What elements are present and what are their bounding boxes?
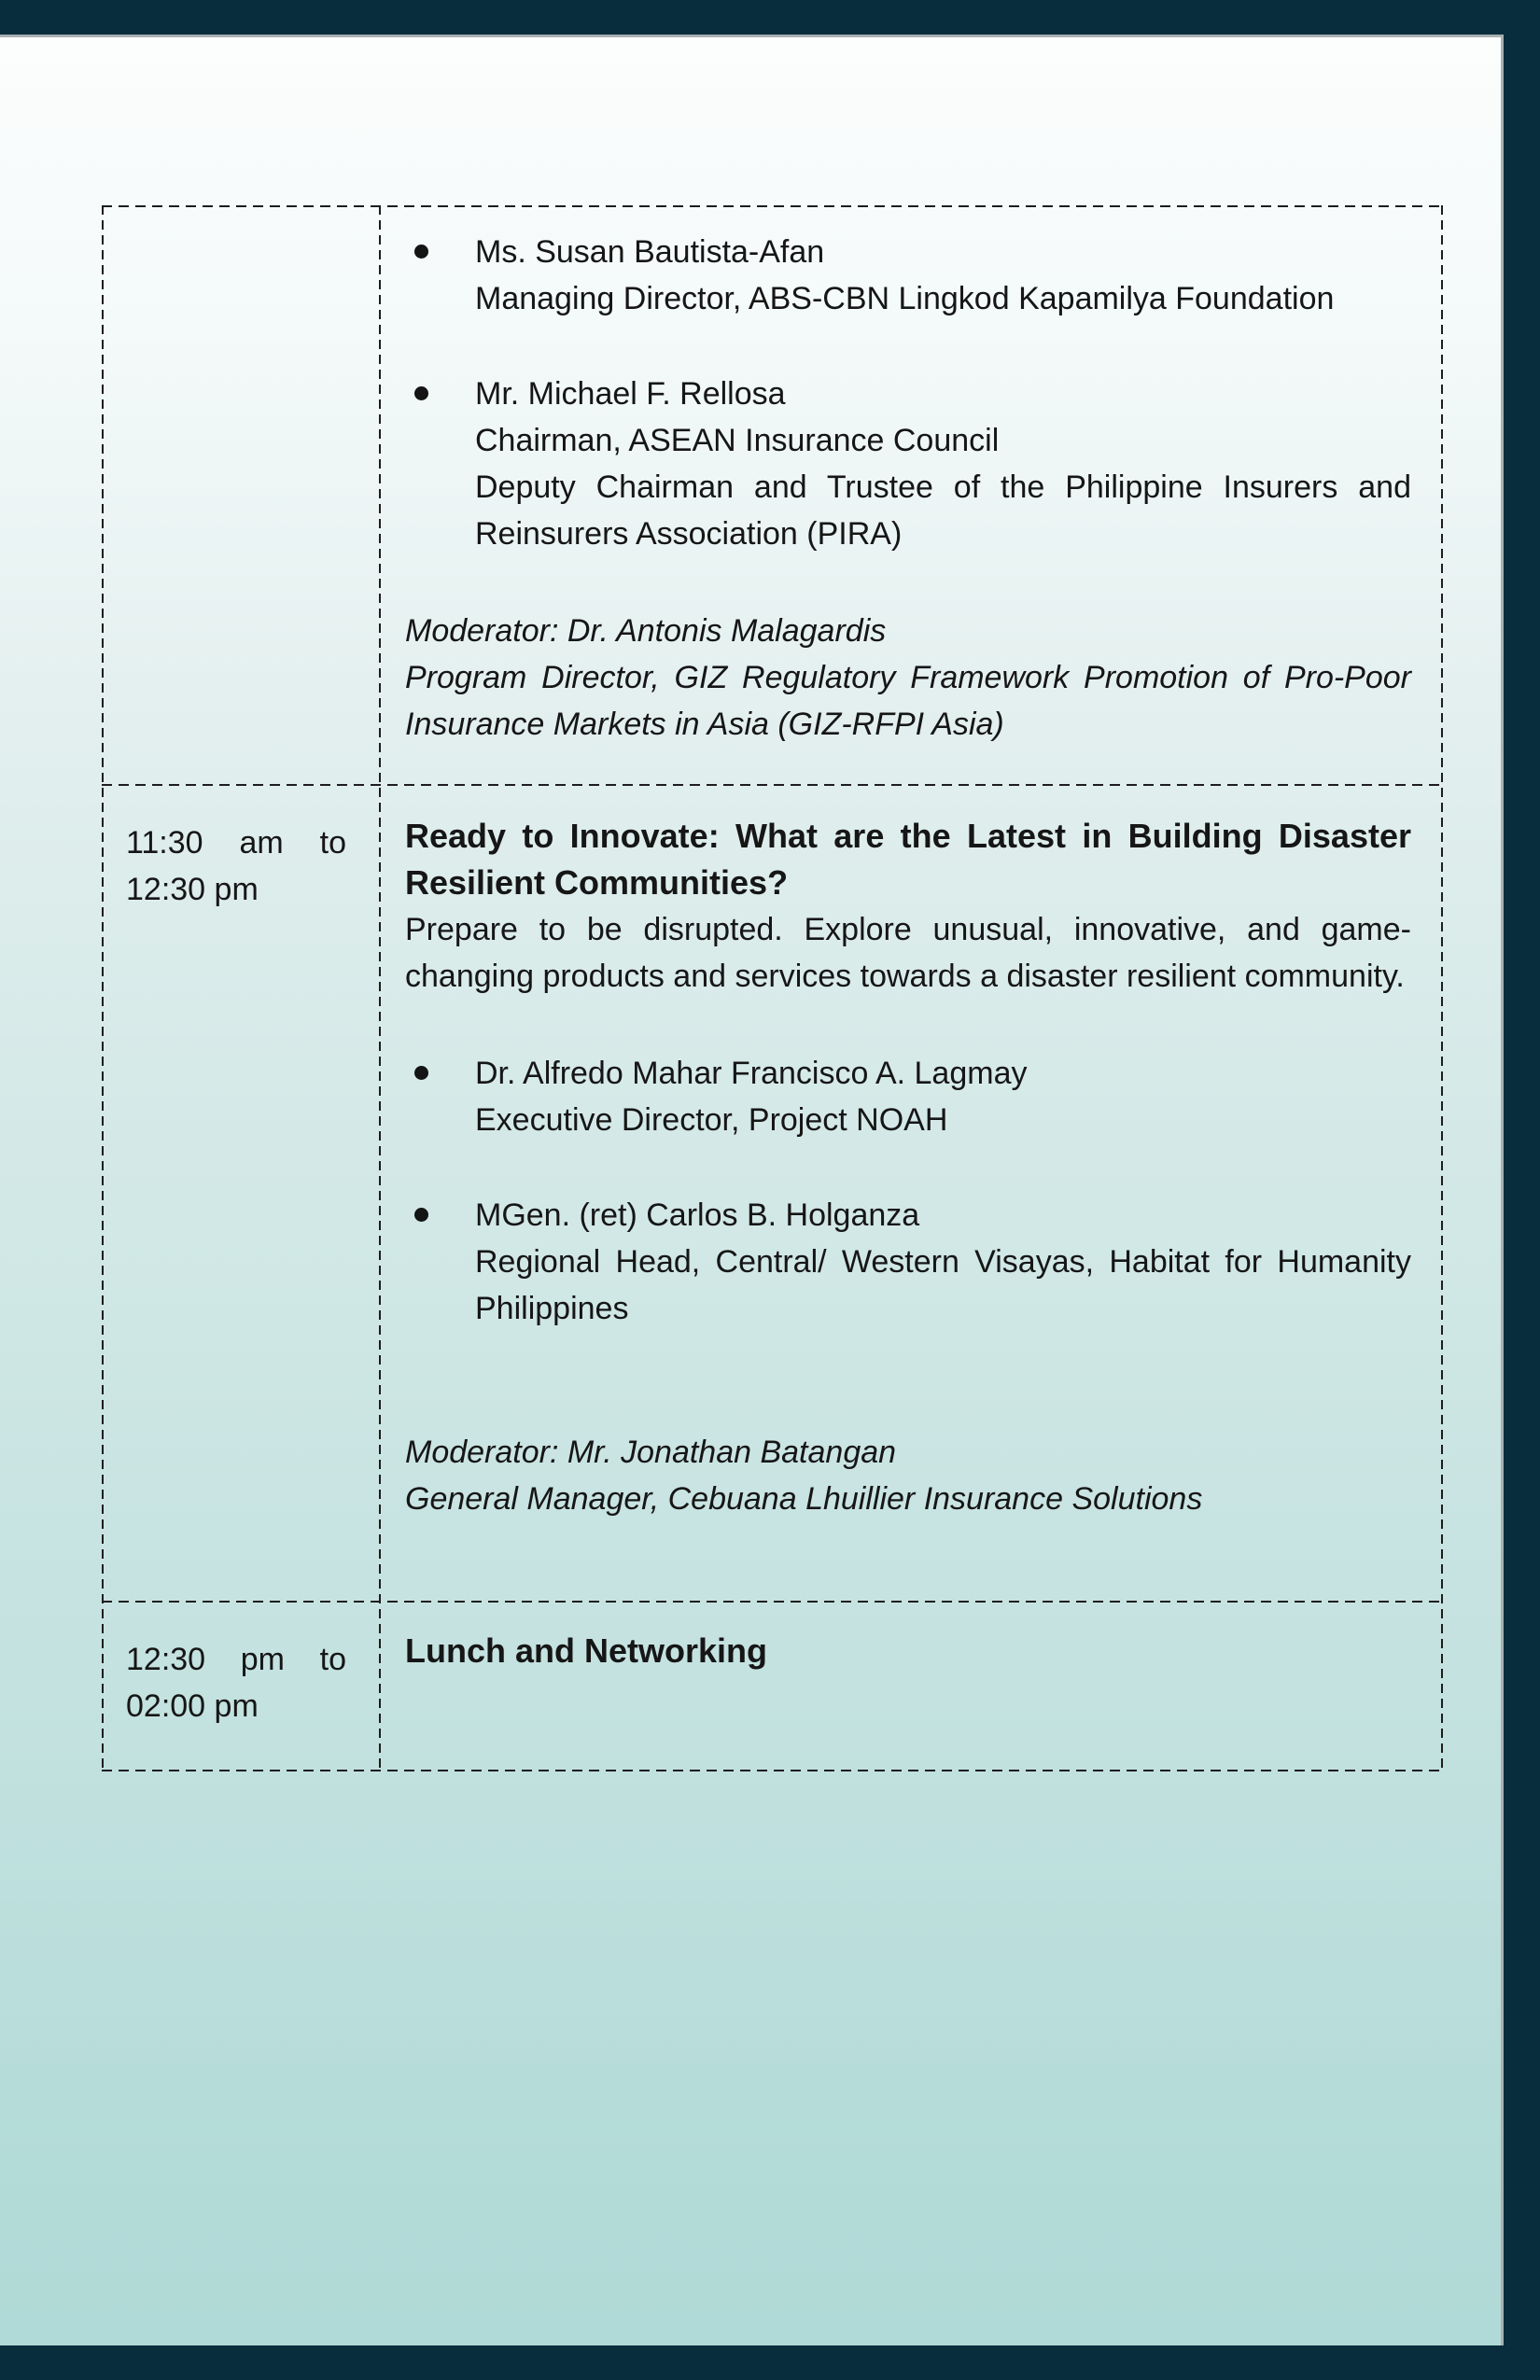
table-border-right — [1441, 205, 1443, 1771]
agenda-row-innovate — [102, 784, 1443, 1601]
session-cell — [379, 784, 1443, 1601]
moderator-role: General Manager, Cebuana Lhuillier Insurance Solutions — [405, 1481, 1203, 1517]
table-border-top — [102, 205, 1443, 207]
speaker-role: Deputy Chairman and Trustee of the Philippine Insurers and Reinsurers Association (PIRA) — [475, 469, 1411, 552]
speaker-list — [405, 1050, 1411, 1332]
agenda-row-lunch — [102, 1601, 1443, 1771]
moderator-role: Program Director, GIZ Regulatory Framework Promotion of Pro-Poor Insurance Markets in Asia (GIZ-RFPI Asia) — [405, 660, 1411, 742]
speaker-name: Mr. Michael F. Rellosa — [475, 376, 786, 412]
agenda-table — [102, 205, 1443, 1771]
speaker-item — [405, 1050, 1411, 1143]
speaker-name: Dr. Alfredo Mahar Francisco A. Lagmay — [475, 1056, 1028, 1091]
speaker-name: MGen. (ret) Carlos B. Holganza — [475, 1197, 920, 1233]
bullet-icon — [405, 371, 475, 557]
session-cell — [379, 1601, 1443, 1771]
table-border-bottom — [102, 1770, 1443, 1771]
moderator-name: Moderator: Mr. Jonathan Batangan — [405, 1435, 897, 1470]
speaker-role: Regional Head, Central/ Western Visayas, Habitat for Humanity Philippines — [475, 1244, 1411, 1326]
moderator-block — [405, 608, 1411, 748]
row-divider — [102, 1601, 1443, 1603]
agenda-row-continuation — [102, 205, 1443, 784]
speaker-role: Chairman, ASEAN Insurance Council — [475, 423, 1000, 458]
speaker-item — [405, 229, 1411, 322]
table-border-left — [102, 205, 104, 1771]
time-cell: 12:30 pm to 02:00 pm — [126, 1642, 346, 1724]
column-divider — [379, 205, 381, 1771]
program-page — [0, 35, 1504, 2345]
session-title: Ready to Innovate: What are the Latest in Building Disaster Resilient Communities? — [405, 817, 1411, 902]
bullet-icon — [405, 1192, 475, 1332]
speaker-item — [405, 371, 1411, 557]
speaker-role: Executive Director, Project NOAH — [475, 1102, 948, 1138]
bullet-icon — [405, 229, 475, 322]
speaker-name: Ms. Susan Bautista-Afan — [475, 234, 825, 270]
row-divider — [102, 784, 1443, 786]
bullet-icon — [405, 1050, 475, 1143]
session-cell — [379, 205, 1443, 784]
moderator-block — [405, 1429, 1411, 1522]
speaker-role: Managing Director, ABS-CBN Lingkod Kapamilya Foundation — [475, 281, 1335, 316]
speaker-list — [405, 229, 1411, 557]
session-description: Prepare to be disrupted. Explore unusual, innovative, and game-changing products and services towards a disaster resilient community. — [405, 912, 1411, 994]
speaker-item — [405, 1192, 1411, 1332]
session-title: Lunch and Networking — [405, 1631, 768, 1670]
time-cell-empty — [102, 205, 379, 784]
time-cell: 11:30 am to 12:30 pm — [126, 825, 346, 907]
moderator-name: Moderator: Dr. Antonis Malagardis — [405, 613, 887, 649]
